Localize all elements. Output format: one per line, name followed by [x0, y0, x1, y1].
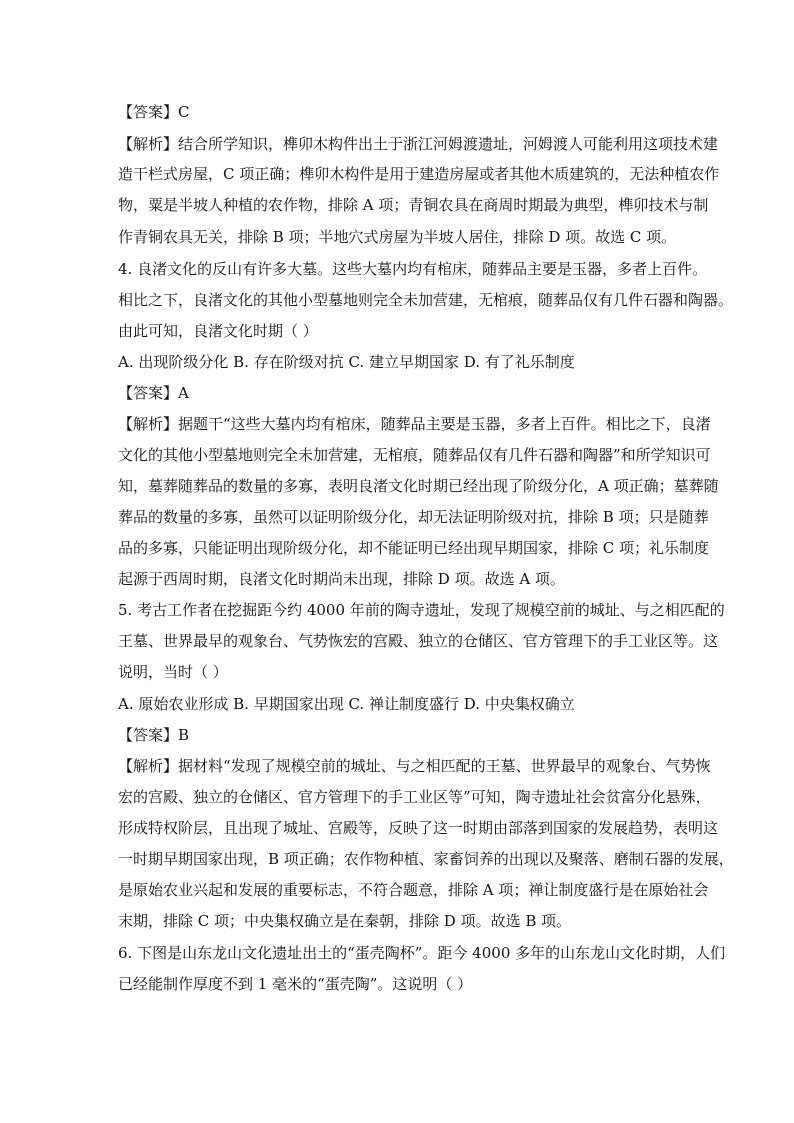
explanation-q3-line: 【解析】结合所学知识，榫卯木构件出土于浙江河姆渡遗址，河姆渡人可能利用这项技术建: [118, 135, 719, 153]
explanation-q4-line: 品的多寡，只能证明出现阶级分化，却不能证明已经出现早期国家，排除 C 项；礼乐制度: [118, 539, 710, 557]
explanation-q3-line: 作青铜农具无关，排除 B 项；半地穴式房屋为半坡人居住，排除 D 项。故选 C 项。: [118, 228, 677, 246]
question-5-line: 说明，当时（ ）: [118, 663, 228, 681]
question-6-line: 已经能制作厚度不到 1 毫米的“蛋壳陶”。这说明（ ）: [118, 975, 473, 993]
answer-q5: 【答案】B: [118, 726, 190, 744]
explanation-q5-line: 宏的宫殿、独立的仓储区、官方管理下的手工业区等”可知，陶寺遗址社会贫富分化悬殊，: [118, 788, 711, 806]
explanation-q4-line: 【解析】据题干“这些大墓内均有棺床，随葬品主要是玉器，多者上百件。相比之下，良渚: [118, 415, 711, 433]
answer-q4: 【答案】A: [118, 384, 189, 402]
explanation-q5-line: 形成特权阶层，且出现了城址、宫殿等，反映了这一时期由部落到国家的发展趋势，表明这: [118, 819, 719, 837]
question-6-line: 6. 下图是山东龙山文化遗址出土的“蛋壳陶杯”。距今 4000 多年的山东龙山文化时期，人们: [118, 944, 726, 962]
explanation-q4-line: 知，墓葬随葬品的数量的多寡，表明良渚文化时期已经出现了阶级分化，A 项正确；墓葬随: [118, 477, 719, 495]
question-5-line: 5. 考古工作者在挖掘距今约 4000 年前的陶寺遗址，发现了规模空前的城址、与之相匹配的: [118, 601, 725, 619]
answer-q3: 【答案】C: [118, 103, 190, 121]
explanation-q3-line: 造干栏式房屋，C 项正确；榫卯木构件是用于建造房屋或者其他木质建筑的，无法种植农作: [118, 165, 720, 183]
explanation-q4-line: 葬品的数量的多寡，虽然可以证明阶级分化，却无法证明阶级对抗，排除 B 项；只是随葬: [118, 508, 709, 526]
question-4-line: 由此可知，良渚文化时期（ ）: [118, 322, 318, 340]
explanation-q5-line: 末期，排除 C 项；中央集权确立是在秦朝，排除 D 项。故选 B 项。: [118, 912, 572, 930]
explanation-q3-line: 物，粟是半坡人种植的农作物，排除 A 项；青铜农具在商周时期最为典型，榫卯技术与制: [118, 196, 709, 214]
explanation-q5-line: 【解析】据材料“发现了规模空前的城址、与之相匹配的王墓、世界最早的观象台、气势恢: [118, 757, 711, 775]
question-4-options: A. 出现阶级分化 B. 存在阶级对抗 C. 建立早期国家 D. 有了礼乐制度: [118, 353, 575, 371]
explanation-q4-line: 起源于西周时期，良渚文化时期尚未出现，排除 D 项。故选 A 项。: [118, 570, 565, 588]
explanation-q4-line: 文化的其他小型墓地则完全未加营建，无棺痕，随葬品仅有几件石器和陶器”和所学知识可: [118, 446, 711, 464]
explanation-q5-line: 一时期早期国家出现，B 项正确；农作物种植、家畜饲养的出现以及聚落、磨制石器的发展，: [118, 850, 734, 868]
question-4-line: 相比之下，良渚文化的其他小型墓地则完全未加营建，无棺痕，随葬品仅有几件石器和陶器。: [118, 291, 734, 309]
explanation-q5-line: 是原始农业兴起和发展的重要标志，不符合题意，排除 A 项；禅让制度盛行是在原始社会: [118, 881, 709, 899]
question-4-line: 4. 良渚文化的反山有许多大墓。这些大墓内均有棺床，随葬品主要是玉器，多者上百件。: [118, 260, 708, 278]
question-5-options: A. 原始农业形成 B. 早期国家出现 C. 禅让制度盛行 D. 中央集权确立: [118, 695, 575, 713]
question-5-line: 王墓、世界最早的观象台、气势恢宏的宫殿、独立的仓储区、官方管理下的手工业区等。这: [118, 632, 719, 650]
